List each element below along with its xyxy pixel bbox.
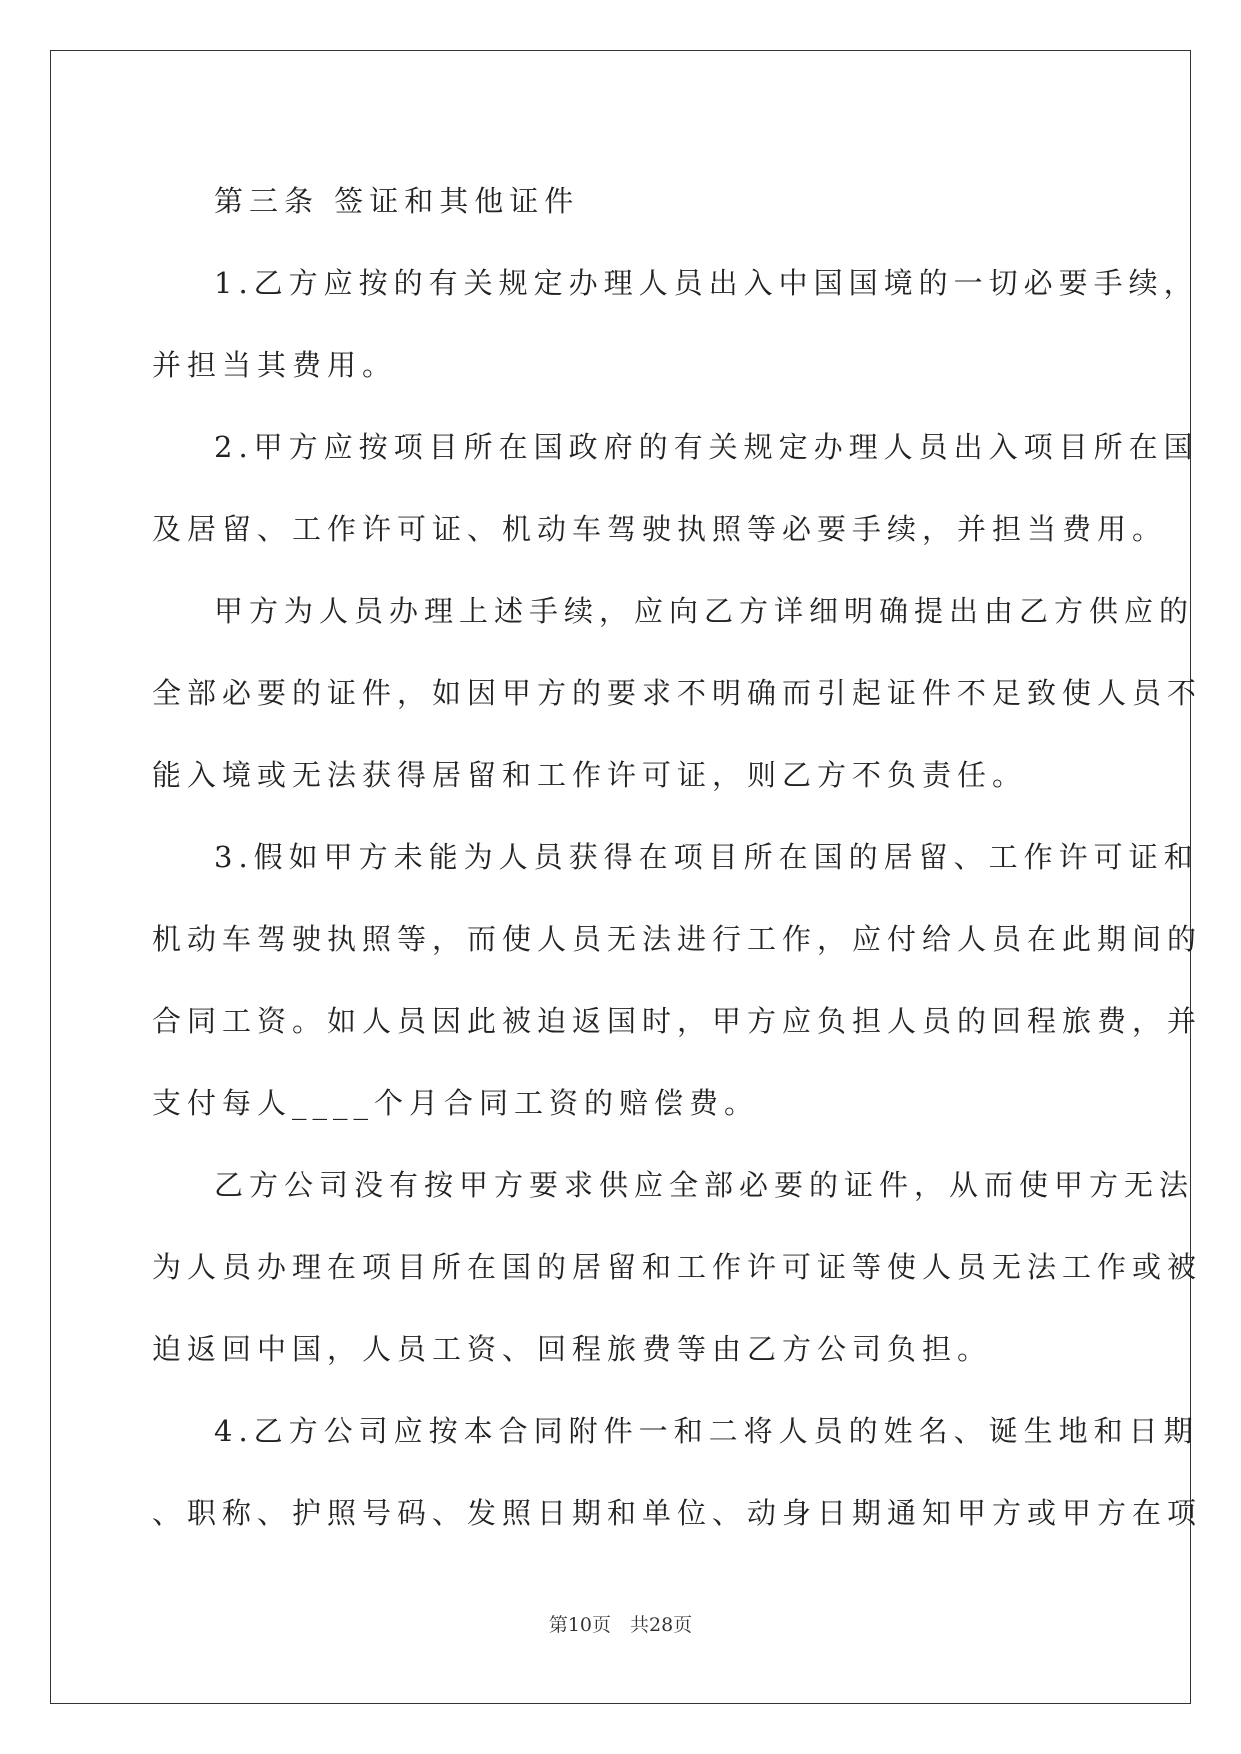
paragraph-line: 、职称、护照号码、发照日期和单位、动身日期通知甲方或甲方在项 [152, 1496, 1203, 1530]
document-body [152, 160, 1203, 1554]
paragraph-line: 及居留、工作许可证、机动车驾驶执照等必要手续，并担当费用。 [152, 512, 1168, 546]
paragraph-line: 1.乙方应按的有关规定办理人员出入中国国境的一切必要手续， [214, 266, 1199, 300]
paragraph-line: 乙方公司没有按甲方要求供应全部必要的证件，从而使甲方无法 [214, 1168, 1195, 1202]
paragraph-line: 全部必要的证件，如因甲方的要求不明确而引起证件不足致使人员不 [152, 676, 1203, 710]
paragraph-line: 合同工资。如人员因此被迫返国时，甲方应负担人员的回程旅费，并 [152, 1004, 1203, 1038]
section-heading: 第三条 签证和其他证件 [214, 184, 580, 218]
paragraph-line: 甲方为人员办理上述手续，应向乙方详细明确提出由乙方供应的 [214, 594, 1195, 628]
paragraph-line: 为人员办理在项目所在国的居留和工作许可证等使人员无法工作或被 [152, 1250, 1203, 1284]
paragraph-line: 4.乙方公司应按本合同附件一和二将人员的姓名、诞生地和日期 [214, 1414, 1199, 1448]
paragraph-line: 3.假如甲方未能为人员获得在项目所在国的居留、工作许可证和 [214, 840, 1199, 874]
paragraph-line: 支付每人____个月合同工资的赔偿费。 [152, 1086, 760, 1120]
page-number-footer: 第10页 共28页 [548, 1614, 693, 1636]
paragraph-line: 并担当其费用。 [152, 348, 398, 382]
paragraph-line: 迫返回中国，人员工资、回程旅费等由乙方公司负担。 [152, 1332, 993, 1366]
paragraph-line: 能入境或无法获得居留和工作许可证，则乙方不负责任。 [152, 758, 1028, 792]
paragraph-line: 2.甲方应按项目所在国政府的有关规定办理人员出入项目所在国 [214, 430, 1199, 464]
paragraph-line: 机动车驾驶执照等，而使人员无法进行工作，应付给人员在此期间的 [152, 922, 1203, 956]
